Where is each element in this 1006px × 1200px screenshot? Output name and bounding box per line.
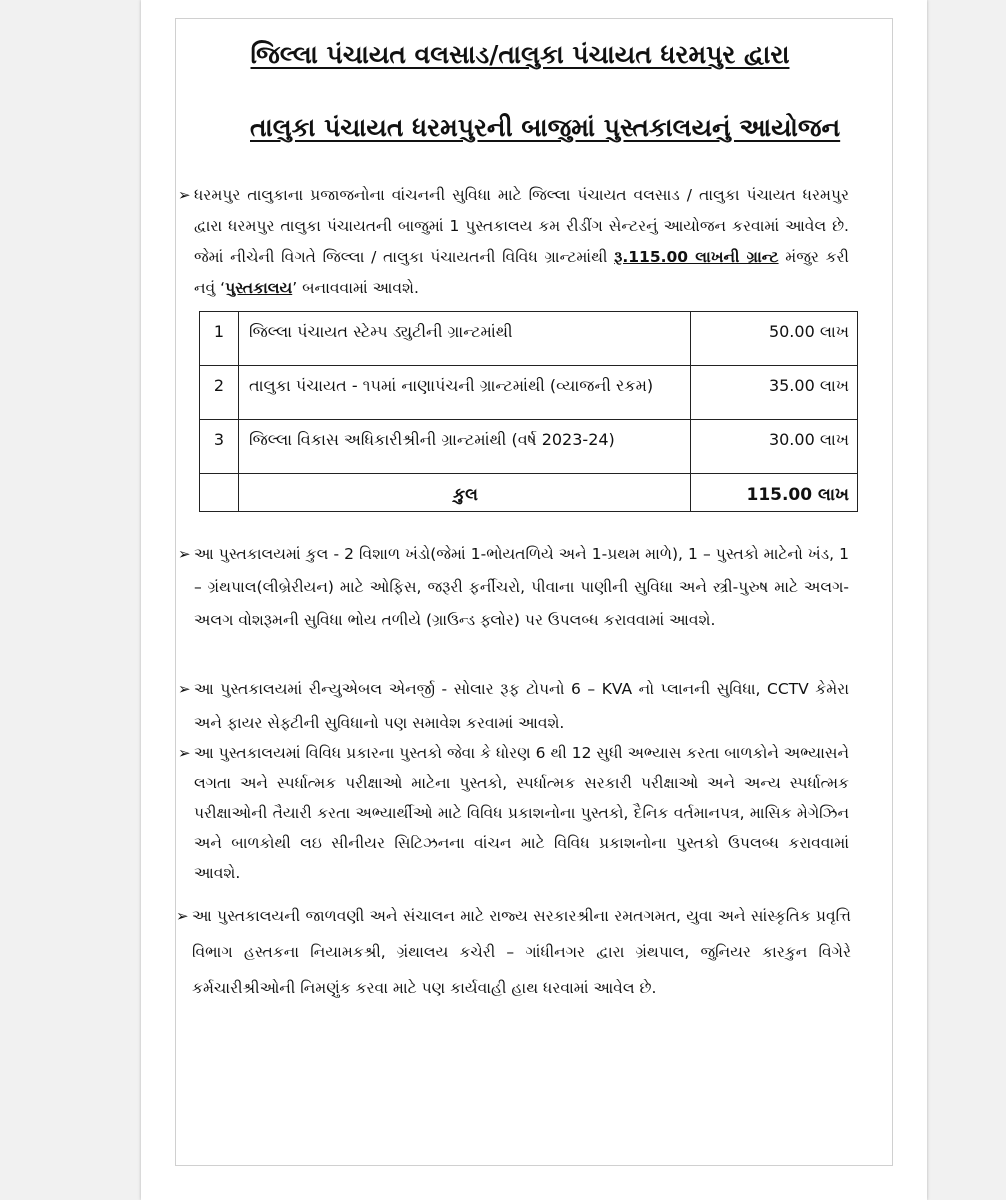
row-amount: 35.00 લાખ xyxy=(691,366,858,420)
bullet-arrow-icon: ➢ xyxy=(178,744,191,762)
paragraph2-text: આ પુસ્તકાલયમાં કુલ - 2 વિશાળ ખંડો(જેમાં 1-ભોયતળિયે અને 1-પ્રથમ માળે), 1 – પુસ્તકો માટેનો ખંડ, 1 – ગ્રંથપાલ(લીબ્રેરીયન) માટે ઓફિસ, જરૂરી ફર્નીચરો, પીવાના પાણીની સુવિધા અને સ્ત્રી-પુરુષ માટે અલગ-અલગ વોશરૂમની સુવિધા ભોય તળીયે (ગ્રાઉન્ડ ફ્લોર) પર ઉપલબ્ધ કરાવવામાં આવશે. xyxy=(194,545,849,629)
paragraph5-text: આ પુસ્તકાલયની જાળવણી અને સંચાલન માટે રાજ્ય સરકારશ્રીના રમતગમત, યુવા અને સાંસ્કૃતિક પ્રવૃત્તિ વિભાગ હસ્તકના નિયામકશ્રી, ગ્રંથાલય કચેરી – ગાંધીનગર દ્વારા ગ્રંથપાલ, જુનિયર કારકુન વિગેરે કર્મચારીશ્રીઓની નિમણુંક કરવા માટે પણ કાર્યવાહી હાથ ધરવામાં આવેલ છે. xyxy=(192,907,851,997)
bullet-arrow-icon: ➢ xyxy=(178,545,191,563)
row-number: 2 xyxy=(200,366,239,420)
paragraph1-text-c: ’ બનાવવામાં આવશે. xyxy=(292,279,419,297)
row-description: તાલુકા પંચાયત - ૧૫માં નાણાપંચની ગ્રાન્ટમાંથી (વ્યાજની રકમ) xyxy=(239,366,691,420)
total-label: કુલ xyxy=(239,474,691,512)
table-total-row xyxy=(200,474,858,512)
paragraph-library-plan xyxy=(178,180,849,304)
paragraph3-text: આ પુસ્તકાલયમાં રીન્યુએબલ એનર્જી - સોલાર રૂફ ટોપનો 6 – KVA નો પ્લાનની સુવિધા, CCTV કેમેરા અને ફાયર સેફ્ટીની સુવિધાનો પણ સમાવેશ કરવામાં આવશે. xyxy=(194,680,849,732)
row-number: 3 xyxy=(200,420,239,474)
row-description: જિલ્લા વિકાસ અધિકારીશ્રીની ગ્રાન્ટમાંથી (વર્ષ 2023-24) xyxy=(239,420,691,474)
table-row xyxy=(200,366,858,420)
library-word: પુસ્તકાલય xyxy=(225,279,293,297)
bullet-arrow-icon: ➢ xyxy=(178,186,191,204)
document-title-line2: તાલુકા પંચાયત ધરમપુરની બાજુમાં પુસ્તકાલયનું આયોજન xyxy=(250,113,841,142)
paragraph1-text-b: મંજુર કરી નવું ‘ xyxy=(194,248,849,297)
paragraph-facilities xyxy=(178,538,849,637)
paragraph4-text: આ પુસ્તકાલયમાં વિવિધ પ્રકારના પુસ્તકો જેવા કે ધોરણ 6 થી 12 સુધી અભ્યાસ કરતા બાળકોને અભ્યાસને લગતા અને સ્પર્ધાત્મક પરીક્ષાઓ માટેના પુસ્તકો, સ્પર્ધાત્મક સરકારી પરીક્ષાઓ અને અન્ય સ્પર્ધાત્મક પરીક્ષાઓની તૈયારી કરતા અભ્યાર્થીઓ માટે વિવિધ પ્રકાશનોના પુસ્તકો, દૈનિક વર્તમાનપત્ર, માસિક મેગેઝિન અને બાળકોથી લઇ સીનીયર સિટિઝનના વાંચન માટે વિવિધ પ્રકાશનોના પુસ્તકો ઉપલબ્ધ કરાવવામાં આવશે. xyxy=(194,744,849,882)
grant-amount-text: રૂ.115.00 લાખની ગ્રાન્ટ xyxy=(614,248,779,266)
grants-table xyxy=(199,311,858,512)
paragraph-energy xyxy=(178,672,849,740)
bullet-arrow-icon: ➢ xyxy=(178,680,191,698)
bullet-arrow-icon: ➢ xyxy=(176,907,189,925)
row-amount: 30.00 લાખ xyxy=(691,420,858,474)
paragraph-books xyxy=(178,738,849,888)
row-amount: 50.00 લાખ xyxy=(691,312,858,366)
total-empty-cell xyxy=(200,474,239,512)
row-description: જિલ્લા પંચાયત સ્ટેમ્પ ડ્યુટીની ગ્રાન્ટમાંથી xyxy=(239,312,691,366)
paragraph-staffing xyxy=(176,898,851,1006)
paragraph1-text-a: ધરમપુર તાલુકાના પ્રજાજનોના વાંચનની સુવિધા માટે જિલ્લા પંચાયત વલસાડ / તાલુકા પંચાયત ધરમપુર દ્વારા ધરમપુર તાલુકા પંચાયતની બાજુમાં 1 પુસ્તકાલય કમ રીડીંગ સેન્ટરનું આયોજન કરવામાં આવેલ છે. જેમાં નીચેની વિગતે જિલ્લા / તાલુકા પંચાયતની વિવિધ ગ્રાન્ટમાંથી xyxy=(194,186,849,266)
row-number: 1 xyxy=(200,312,239,366)
document-title-line1: જિલ્લા પંચાયત વલસાડ/તાલુકા પંચાયત ધરમપુર દ્વારા xyxy=(250,40,790,69)
table-row xyxy=(200,312,858,366)
table-row xyxy=(200,420,858,474)
total-amount: 115.00 લાખ xyxy=(691,474,858,512)
